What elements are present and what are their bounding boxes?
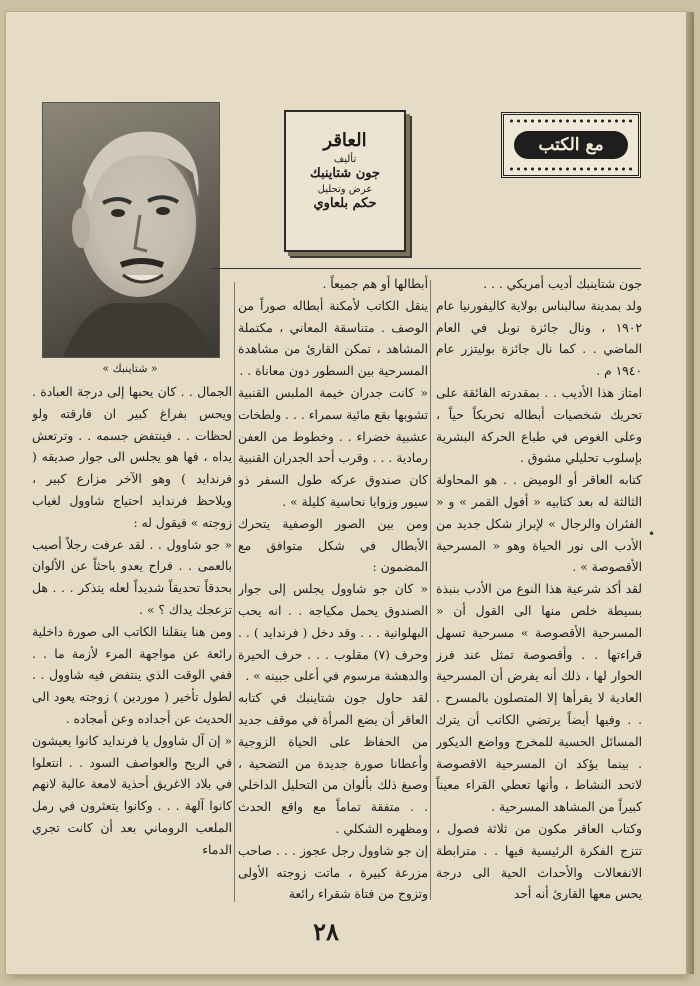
- book-authored-label: تأليف: [333, 154, 357, 165]
- book-author: جون شتاينبك: [309, 166, 381, 181]
- margin-mark: •: [648, 527, 656, 541]
- book-reviewer: حكم بلعاوي: [313, 196, 377, 211]
- column-divider-left: [234, 282, 235, 902]
- banner-dots-bottom: [508, 166, 634, 172]
- article-column-left: الجمال . . كان يحبها إلى درجة العبادة . ويحس بفراغ كبير ان فارقته ولو لحظات . . فينتفض جسمه . . وترتعش يداه ، فها هو يجلس الى جوار صديقه ( فرندايد ) وهو الآخر مزارع كبير ، ويلاحظ فرندايد احتياج شاوول لغياب زوجته » فيقول له : « جو شاوول . . لقد عرفت رجلاً أصيب بالعمى . . فراح يعدو باحثاً عن الألوان بحدقاً تحديقاً شديداً لعله يتذكر . . . هل تزعجك يداك ؟ » . ومن هنا ينقلنا الكاتب الى صورة داخلية رائعة عن مواجهة المرء لأزمة ما . . ففي الوقت الذي ينتفض فيه شاوول . . لطول تأخير ( موردين ) زوجته يعود الى الحديث عن أجداده وعن أمجاده . « إن آل شاوول يا فرندايد كانوا يعيشون في الريح والعواصف السود . . انتعلوا في بلاد الاغريق أحذية لامعة عالية لانهم كانوا آلهة . . . وكانوا يتعثرون في رمل الملعب الروماني بعد أن كانت تجري الدماء: [32, 385, 232, 857]
- book-cover: [284, 110, 406, 252]
- portrait-illustration: [43, 103, 219, 357]
- section-banner: [501, 112, 641, 178]
- header-rule: [211, 268, 641, 269]
- article-column-middle: أبطالها أو هم جميعاً . ينقل الكاتب لأمكنة أبطاله صوراً من الوصف . متناسقة المعاني ، مكتملة المشاهد ، تمكن القارئ من مشاهدة المسرحية بين السطور دون معاناة . . « كانت جدران خيمة الملبس القنبية تشوبها بقع مائية سمراء . . . ولطخات عشبية خضراء . . وخطوط من العفن رمادية . . . وقرب أحد الجدران القنبية كان صندوق عركه طول السفر ذو سيور وزوايا نحاسية كليلة » . ومن بين الصور الوصفية يتحرك الأبطال في شكل متوافق مع المضمون : « كان جو شاوول يجلس إلى جوار الصندوق يحمل مكياجه . . انه يحب البهلوانية . . . وقد دخل ( فرندايد ) . . وحرف (٧) مقلوب . . . حرف الحيرة والدهشة مرسوم في أعلى جبينه » . لقد حاول جون شتاينبك في كتابه العاقر أن يضع المرأة في موقف جديد من الحفاظ على الحياة الزوجية وأعطانا صورة جديدة من التضحية ، وصبغ ذلك بألوان من التحليل الداخلي . . متفقة تماماً مع واقع الحدث ومظهره الشكلي . إن جو شاوول رجل عجوز . . . صاحب مزرعة كبيرة ، ماتت زوجته الأولى وتزوج من فتاة شقراء رائعة: [238, 277, 428, 902]
- banner-dots-top: [508, 118, 634, 124]
- magazine-page: [6, 12, 686, 974]
- book-title: العاقر: [323, 130, 367, 151]
- photo-caption: « شتاينبك »: [102, 362, 158, 375]
- article-column-right: جون شتاينبك أديب أمريكي . . . ولد بمدينة سالبناس بولاية كاليفورنيا عام ١٩٠٢ ، ونال جائزة نوبل في العام الماضي . . كما نال جائزة بوليتزر عام ١٩٤٠ م . امتاز هذا الأديب . . بمقدرته الفائقة على تحريك شخصيات أبطاله تحريكاً حياً ، وعلى الغوص في طباع الحركة البشرية بإسلوب تحليلي مشوق . كتابه العاقر أو الوميض . . هو المحاولة الثالثة له بعد كتابيه « أفول القمر » و « الفئران والرجال » لإبراز شكل جديد من الأدب الى نور الحياة وهو « المسرحية الأقصوصة » . لقد أكد شرعية هذا النوع من الأدب بنبذة بسيطة خلص منها الى القول أن « المسرحية الأقصوصة » مسرحية تسهل قراءتها . . وأقصوصة تمثل عند فرز الحوار لها ، ذلك أنه يفرض أن المسرحية العادية لا يقرأها إلا المتصلون بالمسرح . . . وفيها أيضاً يرتضي الكاتب أن يترك المسائل الحسية للمخرج وواضع الديكور . بينما يؤكد ان المسرحية الاقصوصة لاتحد النشاط ، وأنها تعطي القراء معيناً كبيراً من المشاهد المسرحية . وكتاب العاقر مكون من ثلاثة فصول ، تتزج الفكرة الرئيسية فيها . . مترابطة الانفعالات والأحداث الحية الى درجة يحس معها القارئ أنه أحد: [436, 277, 642, 902]
- column-divider-right: [430, 280, 431, 900]
- section-banner-label: مع الكتب: [514, 131, 628, 159]
- author-portrait: [42, 102, 220, 358]
- page-number: ٢٨: [313, 917, 339, 946]
- book-review-label: عرض وتحليل: [317, 184, 373, 195]
